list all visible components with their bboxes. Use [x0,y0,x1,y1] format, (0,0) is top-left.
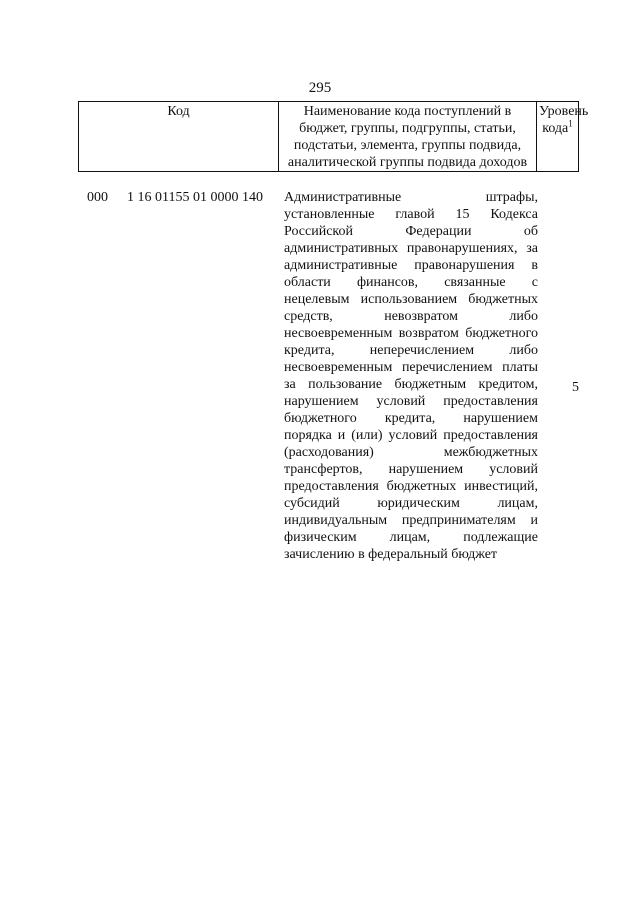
header-level [537,102,589,172]
page-number: 295 [308,80,332,96]
header-code-label: Код [167,104,190,119]
footnote-marker: 1 [568,118,573,129]
level-cell: 5 [572,380,579,395]
table-header [78,101,589,172]
header-level-label: Уровень кода [539,104,589,136]
income-code-cell: 1 16 01155 01 0000 140 [127,190,263,205]
header-name-label: Наименование кода поступлений в бюджет, группы, подгруппы, статьи, подстатьи, элемента, группы подвида, аналитической группы подвида доходов [287,104,528,170]
header-row [79,102,579,172]
admin-code-cell: 000 [87,190,108,205]
income-name-cell: Административные штрафы, установленные главой 15 Кодекса Российской Федерации об административных правонарушениях, за административные правонарушения в области финансов, связанные с нецелевым использованием бюджетных средств, невозвратом либо несвоевременным возвратом бюджетного кредита, неперечислением либо несвоевременным перечислением платы за пользование бюджетным кредитом, нарушением условий предоставления бюджетного кредита, нарушением порядка и (или) условий предоставления (расходования) межбюджетных трансфертов, нарушением условий предоставления бюджетных инвестиций, субсидий юридическим лицам, индивидуальным предпринимателям и физическим лицам, подлежащие зачислению в федеральный бюджет [284,190,538,562]
header-name [279,102,537,172]
header-code [79,102,279,172]
